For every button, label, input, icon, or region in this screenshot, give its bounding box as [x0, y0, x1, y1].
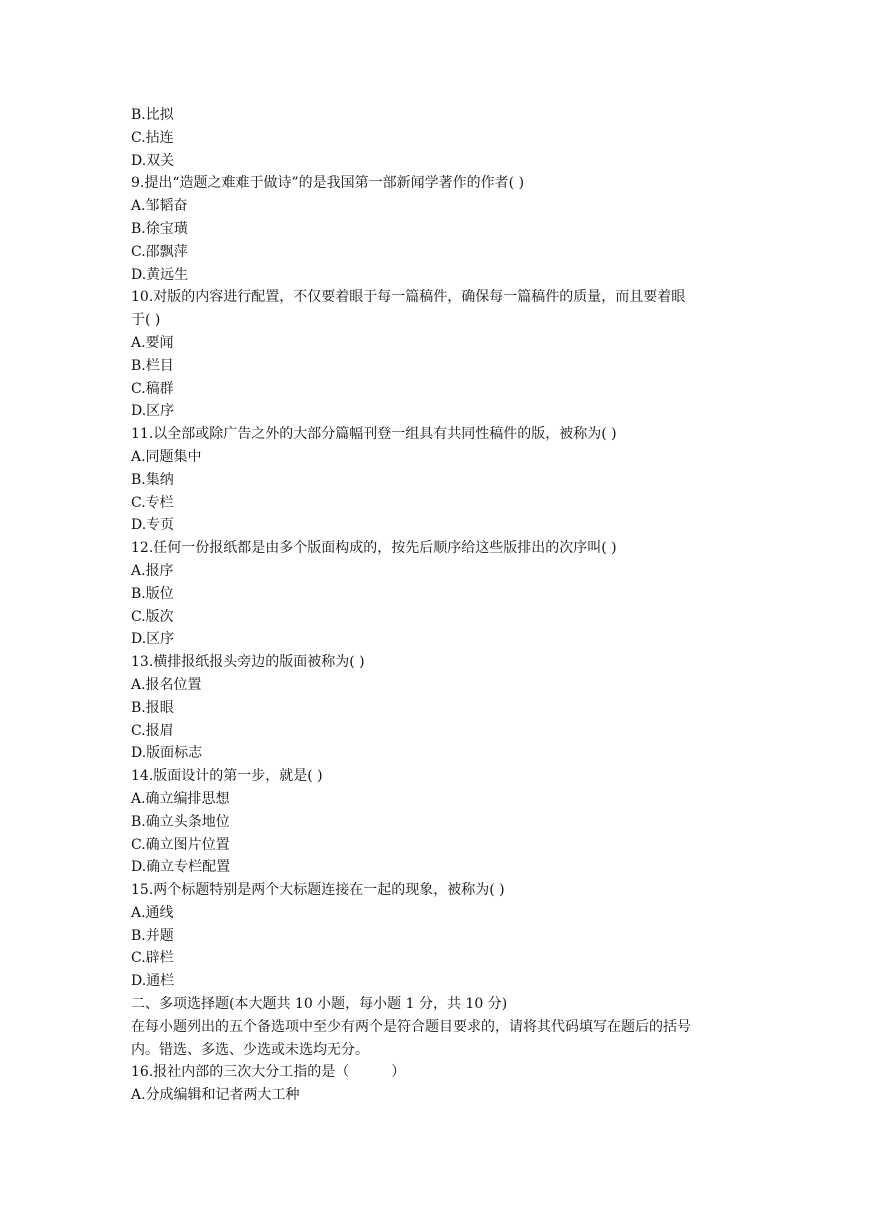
text-line: D.通栏: [131, 973, 175, 990]
text-line: C.稿群: [131, 380, 174, 397]
text-line: D.双关: [131, 152, 175, 169]
text-line: 14.版面设计的第一步，就是( ): [131, 768, 323, 785]
text-line: C.邵飘萍: [131, 243, 188, 260]
text-line: 9.提出“造题之难难于做诗”的是我国第一部新闻学著作的作者( ): [131, 175, 525, 192]
text-line: 在每小题列出的五个备选项中至少有两个是符合题目要求的，请将其代码填写在题后的括号: [131, 1018, 691, 1035]
text-line: B.报眼: [131, 699, 174, 716]
text-line: 13.横排报纸报头旁边的版面被称为( ): [131, 654, 365, 671]
text-line: 12.任何一份报纸都是由多个版面构成的，按先后顺序给这些版排出的次序叫( ): [131, 540, 617, 557]
text-line: A.同题集中: [131, 448, 202, 465]
text-line: B.版位: [131, 585, 174, 602]
text-line: B.栏目: [131, 357, 174, 374]
text-line: A.邹韬奋: [131, 198, 188, 215]
document-page: [131, 104, 771, 1107]
text-line: 10.对版的内容进行配置，不仅要着眼于每一篇稿件，确保每一篇稿件的质量，而且要着眼: [131, 289, 686, 306]
text-line: B.比拟: [131, 107, 174, 123]
text-line: C.拈连: [131, 129, 174, 146]
text-line: D.专页: [131, 517, 175, 534]
text-line: B.并题: [131, 927, 174, 944]
text-line: A.分成编辑和记者两大工种: [131, 1087, 300, 1104]
text-line: B.集纳: [131, 471, 174, 488]
text-line: A.要闻: [131, 334, 174, 351]
text-line: A.报序: [131, 562, 174, 579]
text-line: D.区序: [131, 631, 175, 648]
text-line: C.版次: [131, 608, 174, 625]
text-line: 二、多项选择题(本大题共 10 小题，每小题 1 分，共 10 分): [131, 996, 508, 1013]
text-line: A.通线: [131, 904, 174, 921]
text-line: B.确立头条地位: [131, 813, 230, 830]
text-line: D.黄远生: [131, 266, 189, 283]
text-line: A.报名位置: [131, 676, 202, 693]
text-line: D.区序: [131, 403, 175, 420]
text-line: B.徐宝璜: [131, 220, 188, 237]
text-line: D.确立专栏配置: [131, 859, 231, 876]
text-line: 于( ): [131, 312, 161, 329]
text-line: C.辟栏: [131, 950, 174, 967]
text-line: A.确立编排思想: [131, 790, 230, 807]
text-line: D.版面标志: [131, 745, 203, 762]
text-line: 11.以全部或除广告之外的大部分篇幅刊登一组具有共同性稿件的版，被称为( ): [131, 426, 617, 443]
text-line: 15.两个标题特别是两个大标题连接在一起的现象，被称为( ): [131, 882, 505, 899]
text-line: 内。错选、多选、少选或未选均无分。: [131, 1041, 369, 1058]
text-line: C.专栏: [131, 494, 174, 511]
text-line: 16.报社内部的三次大分工指的是（ ）: [131, 1064, 406, 1081]
text-line: C.确立图片位置: [131, 836, 230, 853]
text-line: C.报眉: [131, 722, 174, 739]
